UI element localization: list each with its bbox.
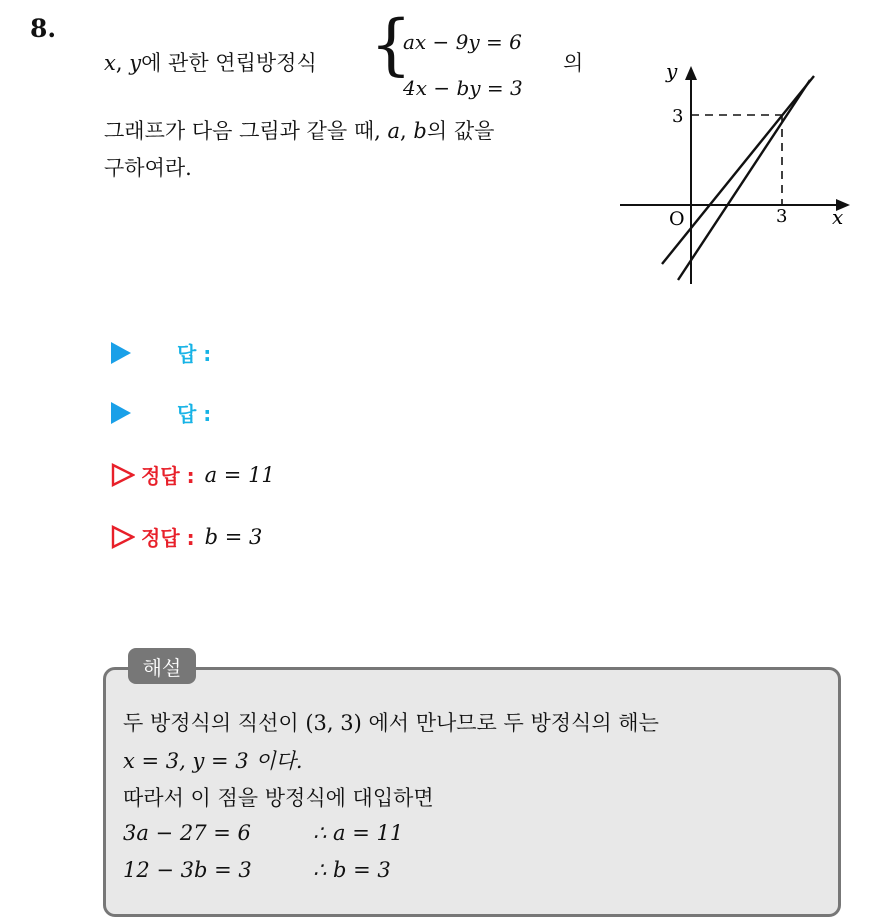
origin-label: O <box>669 208 685 230</box>
question-line-1 <box>104 47 317 77</box>
var-x: x <box>104 51 116 75</box>
play-triangle-icon <box>111 342 131 364</box>
correct-label: 정답 : <box>141 464 195 488</box>
correct-row-1 <box>111 460 275 489</box>
answer-row-1 <box>111 338 211 367</box>
solution-tag: 해설 <box>128 648 196 684</box>
answer-row-2 <box>111 398 211 427</box>
graph-line-1 <box>662 76 814 264</box>
solution-line-4-left: 3a − 27 = 6 <box>123 821 251 845</box>
answer-label: 답 : <box>177 342 212 366</box>
line1-suffix: 의 <box>563 51 584 75</box>
var-y: y <box>129 51 142 75</box>
comma: , <box>115 51 123 75</box>
y-axis-label: y <box>666 59 678 83</box>
y-tick-3: 3 <box>672 106 684 127</box>
coordinate-graph <box>614 52 854 292</box>
system-brace: { <box>370 6 412 83</box>
play-triangle-icon <box>111 402 131 424</box>
x-tick-3: 3 <box>776 206 788 227</box>
x-axis-label: x <box>832 205 844 229</box>
system-equation-1: ax − 9y = 6 <box>403 30 522 54</box>
y-axis-arrow-icon <box>685 66 697 80</box>
outline-triangle-icon <box>111 463 135 487</box>
solution-line-5-right: ∴ b = 3 <box>313 858 391 882</box>
outline-triangle-icon <box>111 525 135 549</box>
question-line-2: 그래프가 다음 그림과 같을 때, a, b의 값을 <box>104 119 495 143</box>
correct-row-2 <box>111 522 262 551</box>
solution-line-1: 두 방정식의 직선이 (3, 3) 에서 만나므로 두 방정식의 해는 <box>123 711 659 735</box>
solution-line-4-right: ∴ a = 11 <box>313 821 404 845</box>
line1-text: 에 관한 연립방정식 <box>141 51 317 75</box>
var-b: b <box>413 119 427 143</box>
solution-line-3: 따라서 이 점을 방정식에 대입하면 <box>123 786 434 810</box>
correct-label: 정답 : <box>141 526 195 550</box>
answer-label: 답 : <box>177 402 212 426</box>
system-equation-2: 4x − by = 3 <box>403 76 523 100</box>
var-a: a <box>387 119 401 143</box>
question-line-3: 구하여라. <box>104 156 192 180</box>
line2-end: 의 값을 <box>426 119 495 143</box>
correct-answer-b: b = 3 <box>204 524 263 549</box>
solution-line-5-left: 12 − 3b = 3 <box>123 858 252 882</box>
question-number: 8. <box>30 14 57 43</box>
correct-answer-a: a = 11 <box>204 462 275 487</box>
graph-line-2 <box>678 80 810 280</box>
line2-text: 그래프가 다음 그림과 같을 때, <box>104 119 381 143</box>
solution-line-2: x = 3, y = 3 이다. <box>123 749 303 773</box>
